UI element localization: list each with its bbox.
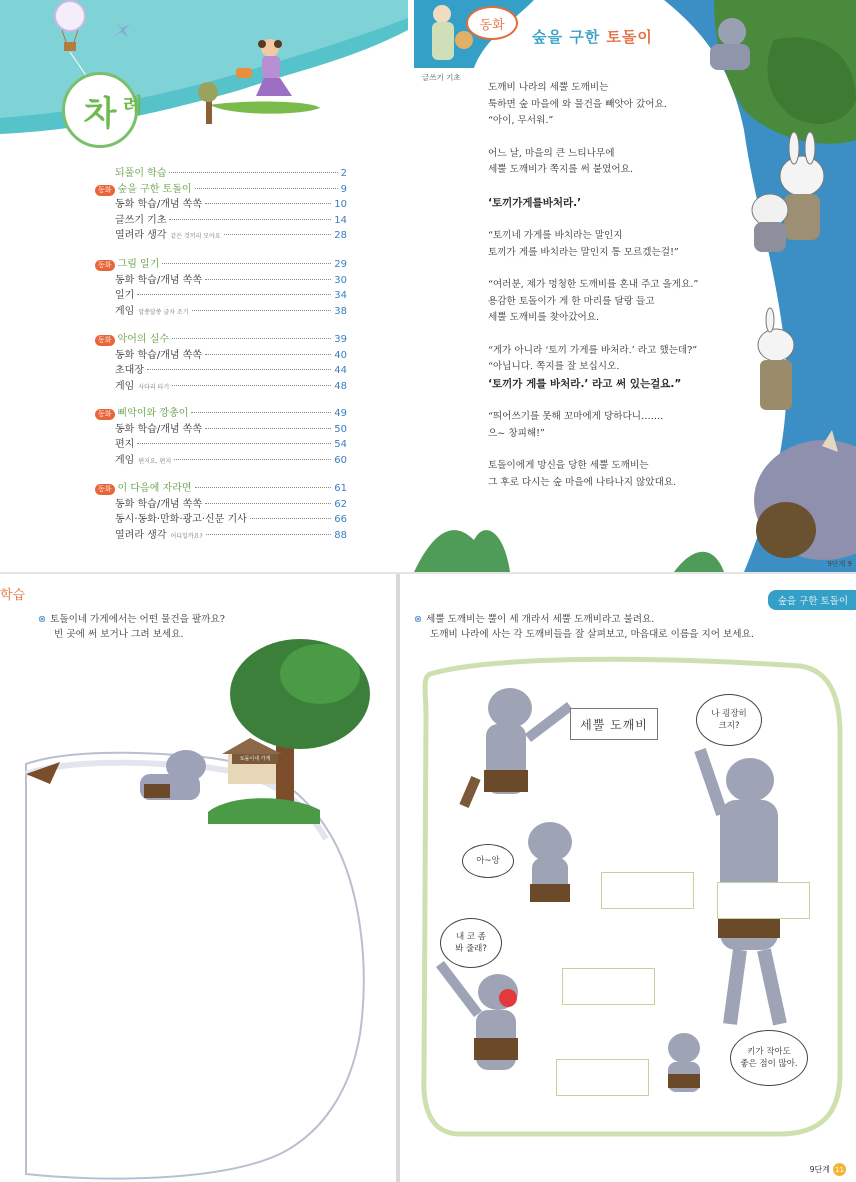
speech-bubble: 아~앙 <box>462 844 514 878</box>
story-paragraph: ‘토끼가게를바처라.’ <box>488 196 582 209</box>
story-subtitle: 글쓰기 기초 <box>422 73 461 82</box>
story-badge: 동화 <box>95 260 115 271</box>
story-page <box>414 0 856 572</box>
toc-entry[interactable]: 동화 학습/개념 쏙쏙 40 <box>115 349 347 361</box>
story-title: 숲을 구한 토돌이 <box>532 28 653 46</box>
goblin-icon-red-nose <box>440 964 518 1070</box>
story-badge: 동화 <box>95 484 115 495</box>
name-answer-box[interactable] <box>562 968 655 1005</box>
goblin-name-label: 세뿔 도깨비 <box>570 708 658 740</box>
toc-group-4 <box>98 404 347 466</box>
story-paragraph: “여러분, 제가 멍청한 도깨비를 혼내 주고 올게요.” 용감한 토돌이가 게 한 마리를 달랑 들고 세뿔 도깨비를 찾아갔어요. <box>488 279 699 323</box>
toc-entry[interactable]: 일기 34 <box>115 290 347 301</box>
toc-entry[interactable]: 게임 사다리 타기 48 <box>115 380 347 392</box>
toc-entry[interactable]: 초대장 44 <box>115 365 347 376</box>
speech-bubble: 내 코 좀 봐 줄래? <box>440 918 502 968</box>
bushes-icon <box>414 530 724 572</box>
toc-entry[interactable]: 동화 학습/개념 쏙쏙 50 <box>115 423 347 435</box>
story-badge: 동화 <box>95 185 115 196</box>
speech-bubble: 나 굉장히 크지? <box>696 694 762 746</box>
toc-entry[interactable]: 동화 학습/개념 쏙쏙 30 <box>115 274 347 286</box>
toc-entry[interactable]: 글쓰기 기초 14 <box>115 214 347 226</box>
toc-title-char1: 차 <box>83 93 117 134</box>
toc-entry[interactable]: 게임 편지요, 편지 60 <box>115 454 347 466</box>
story-paragraph: “토끼네 가게를 바치라는 말인지 토끼가 게를 바치라는 말인지 통 모르겠는걸!” <box>488 230 679 258</box>
toc-entry[interactable]: 동화 숲을 구한 토돌이 9 <box>115 180 347 196</box>
section-tab: 학습 <box>0 588 26 603</box>
toc-entry[interactable]: 편지 54 <box>115 439 347 450</box>
story-paragraph: 도깨비 나라의 세뿔 도깨비는 툭하면 숲 마을에 와 물건을 빼앗아 갔어요. “아이, 무서워.” <box>488 82 667 126</box>
toc-entry[interactable]: 동화 이 다음에 자라면 61 <box>115 479 347 495</box>
section-tab: 숲을 구한 토돌이 <box>768 590 856 610</box>
spread-divider <box>0 572 856 574</box>
toc-entry[interactable]: 게임 알쏭달쏭 글자 조기 38 <box>115 305 347 317</box>
shop-sign: 토돌이네 가게 <box>232 754 278 764</box>
goblin-icon-crying <box>528 822 572 902</box>
toc-entry[interactable]: 동시·동화·만화·광고·신문 기사 66 <box>115 514 347 525</box>
toc-group-3 <box>98 330 347 392</box>
activity-question: ⊗ 토돌이네 가게에서는 어떤 물건을 팔까요? 빈 곳에 써 보거나 그려 보세요. <box>38 614 225 640</box>
toc-entry[interactable]: 열려라 생각 어디일까요? 88 <box>115 529 347 541</box>
drawing-area-illustration <box>0 634 396 1182</box>
toc-group-5 <box>98 479 347 541</box>
toc-banner-illustration <box>0 0 408 140</box>
toc-group-2 <box>98 255 347 317</box>
page-number: 9단계 9 <box>827 560 852 568</box>
toc-page <box>0 0 408 572</box>
toc-entry[interactable]: 동화 악어의 실수 39 <box>115 330 347 346</box>
tree-icon <box>198 82 218 124</box>
name-answer-box[interactable] <box>601 872 694 909</box>
toc-entry[interactable]: 동화 학습/개념 쏙쏙 62 <box>115 498 347 510</box>
toc-title-char2: 례 <box>123 93 143 117</box>
name-answer-box[interactable] <box>556 1059 649 1096</box>
page-number: 9단계 11 <box>809 1163 846 1176</box>
toc-group-1 <box>98 164 347 242</box>
activity-page-1 <box>0 574 396 1182</box>
story-paragraph: 어느 날, 마을의 큰 느티나무에 세뿔 도깨비가 쪽지를 써 붙였어요. <box>488 147 633 175</box>
story-paragraph: “띄어쓰기를 못해 꼬마에게 당하다니……. 으~ 창피해!” <box>488 411 664 439</box>
story-genre-badge: 동화 <box>466 6 518 40</box>
goblin-icon-small <box>668 1033 700 1092</box>
question-mark-icon: ⊗ <box>38 614 47 625</box>
toc-entry[interactable]: 동화 학습/개념 쏙쏙 10 <box>115 199 347 210</box>
activity-question: ⊗ 세뿔 도깨비는 뿔이 세 개라서 세뿔 도깨비라고 불려요. 도깨비 나라에 사는 각 도깨비들을 잘 살펴보고, 마음대로 이름을 지어 보세요. <box>414 614 754 640</box>
name-answer-box[interactable] <box>717 882 810 919</box>
gutter-divider <box>396 574 400 1182</box>
story-paragraph: 토돌이에게 망신을 당한 세뿔 도깨비는 그 후로 다시는 숲 마을에 나타나지 않았대요. <box>488 460 677 488</box>
speech-bubble: 키가 작아도 좋은 점이 많아. <box>730 1030 808 1086</box>
activity-page-2 <box>400 574 856 1182</box>
toc-entry[interactable]: 동화 삐악이와 깡총이 49 <box>115 404 347 420</box>
story-badge: 동화 <box>95 409 115 420</box>
toc-entry[interactable]: 되풀이 학습 2 <box>115 168 347 179</box>
story-text <box>488 80 758 507</box>
three-horn-goblin-icon <box>754 430 856 560</box>
story-badge: 동화 <box>95 335 115 346</box>
toc-entry[interactable]: 동화 그림 일기 29 <box>115 255 347 271</box>
goblin-icon-three-horn <box>464 688 570 806</box>
toc-entry[interactable]: 열려라 생각 같은 것끼리 모아요 28 <box>115 230 347 241</box>
toc-title-badge <box>62 72 143 148</box>
story-paragraph: “게가 아니라 ‘토끼 가게를 바처라.’ 라고 했는데?” “아닙니다. 쪽지를 잘 보십시오. ‘토끼가 게를 바처라.’ 라고 써 있는걸요.” <box>488 344 698 390</box>
question-mark-icon: ⊗ <box>414 614 423 625</box>
